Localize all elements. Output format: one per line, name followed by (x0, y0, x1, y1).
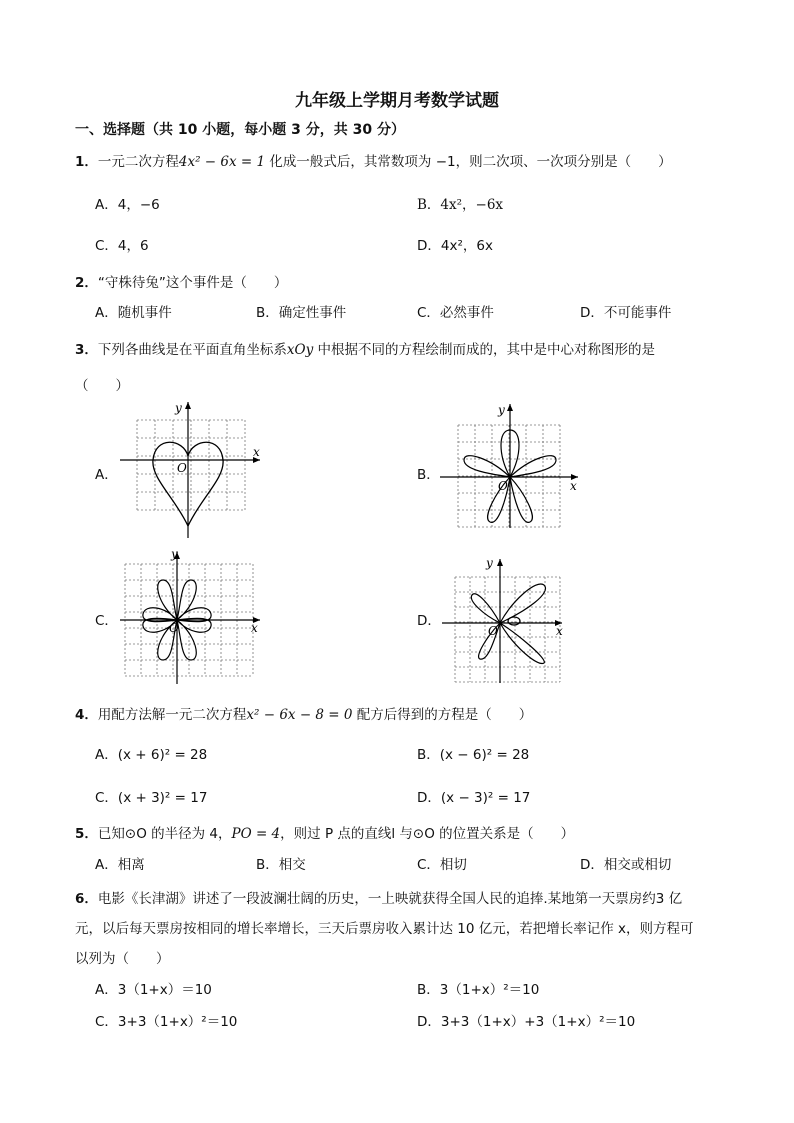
y-axis-label: y (486, 556, 493, 570)
stem-text: 配方后得到的方程是（ ） (356, 707, 533, 723)
question-6-stem-line-2: 元，以后每天票房按相同的增长率增长，三天后票房收入累计达 10 亿元，若把增长率记作 x，则方程可 (75, 921, 694, 937)
figure-c-four-hearts (115, 548, 265, 688)
q3-option-a-label: A． (95, 467, 118, 483)
question-4-stem (75, 703, 532, 723)
question-1-stem (75, 150, 672, 170)
figure-a-heart (115, 398, 265, 543)
question-number: 6． (75, 891, 98, 907)
q5-option-c: C．相切 (417, 857, 467, 873)
stem-text: ，则过 P 点的直线l 与⊙O 的位置关系是（ ） (280, 826, 575, 842)
question-number: 5． (75, 826, 98, 842)
origin-label: O (498, 479, 508, 493)
q5-option-a: A．相离 (95, 857, 145, 873)
page-title: 九年级上学期月考数学试题 (295, 91, 499, 111)
figure-b-five-petals (440, 400, 580, 530)
question-number: 4． (75, 707, 98, 723)
q6-option-d: D．3+3（1+x）+3（1+x）²＝10 (417, 1014, 636, 1030)
y-axis-label: y (498, 403, 505, 417)
coordinate-system-label: xOy (286, 342, 314, 358)
x-axis-label: x (556, 624, 563, 638)
q5-option-b: B．相交 (256, 857, 306, 873)
x-axis-label: x (570, 479, 577, 493)
equation: x² − 6x − 8 = 0 (246, 707, 353, 723)
question-3-stem (75, 338, 655, 358)
equation: 4x² − 6x = 1 (178, 154, 266, 170)
origin-label: O (488, 624, 498, 638)
q3-option-d-label: D． (417, 613, 441, 629)
stem-text: 用配方法解一元二次方程 (97, 707, 247, 723)
figure-d-butterfly (440, 555, 570, 685)
q2-option-d: D．不可能事件 (580, 305, 672, 321)
stem-text: “守株待兔”这个事件是（ ） (97, 275, 288, 291)
q3-option-c-label: C． (95, 613, 118, 629)
stem-text: 一元二次方程 (97, 154, 179, 170)
x-axis-label: x (251, 621, 258, 635)
question-number: 2． (75, 275, 98, 291)
q4-option-d: D．(x − 3)² = 17 (417, 790, 531, 806)
q4-option-a: A．(x + 6)² = 28 (95, 747, 208, 763)
q5-option-d: D．相交或相切 (580, 857, 672, 873)
q4-option-c: C．(x + 3)² = 17 (95, 790, 208, 806)
section-heading: 一、选择题（共 10 小题，每小题 3 分，共 30 分） (75, 122, 405, 138)
question-6-stem (75, 887, 682, 907)
stem-text: 已知⊙O 的半径为 4， (97, 826, 232, 842)
answer-blank: （ ） (75, 378, 129, 394)
y-axis-label: y (175, 401, 182, 415)
question-2-stem (75, 271, 287, 291)
question-number: 1． (75, 154, 98, 170)
q4-option-b: B．(x − 6)² = 28 (417, 747, 530, 763)
stem-text: 电影《长津湖》讲述了一段波澜壮阔的历史，一上映就获得全国人民的追捧.某地第一天票房约3 亿 (97, 891, 683, 907)
question-6-stem-line-3: 以列为（ ） (75, 951, 170, 967)
x-axis-label: x (253, 445, 260, 459)
q6-option-c: C．3+3（1+x）²＝10 (95, 1014, 238, 1030)
q1-option-c: C．4，6 (95, 238, 149, 254)
q2-option-a: A．随机事件 (95, 305, 172, 321)
q2-option-c: C．必然事件 (417, 305, 494, 321)
origin-label: O (177, 461, 187, 475)
question-number: 3． (75, 342, 98, 358)
stem-text: 化成一般式后，其常数项为 −1，则二次项、一次项分别是（ ） (269, 154, 672, 170)
y-axis-label: y (171, 548, 178, 561)
stem-text: 下列各曲线是在平面直角坐标系 (97, 342, 287, 358)
q2-option-b: B．确定性事件 (256, 305, 347, 321)
q6-option-a: A．3（1+x）＝10 (95, 982, 212, 998)
equation: PO = 4 (231, 826, 281, 842)
q1-option-a: A．4，−6 (95, 197, 160, 213)
stem-text: 中根据不同的方程绘制而成的，其中是中心对称图形的是 (317, 342, 656, 358)
q3-option-b-label: B． (417, 467, 440, 483)
q6-option-b: B．3（1+x）²＝10 (417, 982, 540, 998)
origin-label: O (169, 621, 179, 635)
question-5-stem (75, 822, 574, 842)
q1-option-b: B．4x²，−6x (417, 197, 504, 213)
q1-option-d: D．4x²，6x (417, 238, 493, 254)
